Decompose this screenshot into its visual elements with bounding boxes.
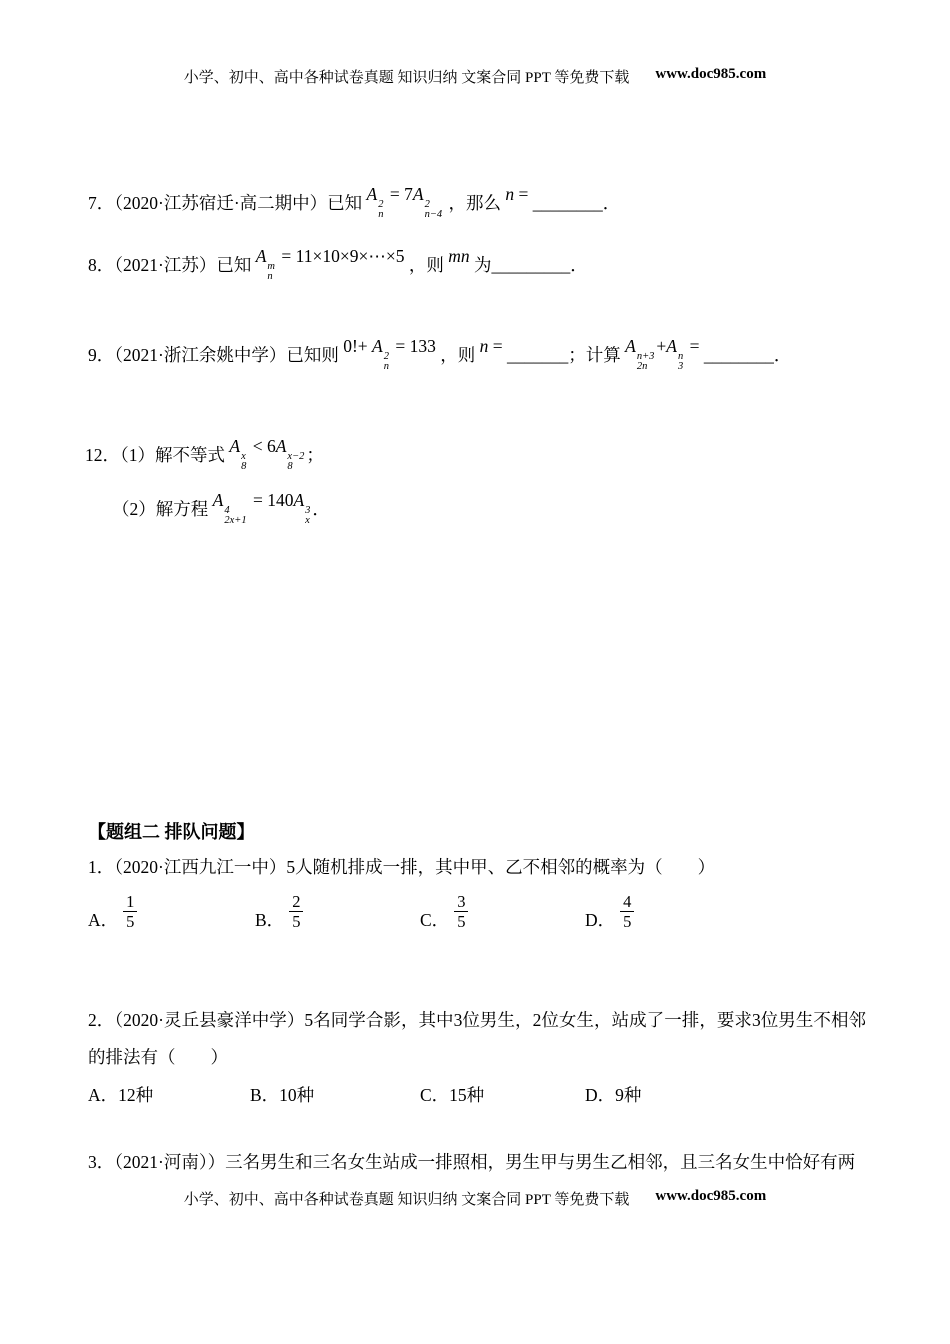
option-a: A．12种 (88, 1085, 154, 1105)
g2-question-2: 2．（2020·灵丘县豪洋中学）5名同学合影，其中3位男生，2位女生，站成了一排，要求3位男生不相邻的排法有（ ） (88, 1010, 866, 1067)
question-12-text: ； (306, 445, 324, 465)
g2-question-1: 1．（2020·江西九江一中）5人随机排成一排，其中甲、乙不相邻的概率为（ ） (88, 857, 716, 877)
question-12-text: （2）解方程 (112, 499, 209, 519)
question-8 (88, 246, 588, 290)
fraction-numerator: 1 (126, 892, 135, 911)
question-8-text: ，则 (408, 255, 444, 275)
option-label: A． (88, 910, 119, 930)
fraction-denominator: 5 (620, 911, 634, 931)
question-7-text: 7．（2020·江苏宿迁·高二期中）已知 (88, 193, 363, 213)
question-8-text: ． (570, 255, 588, 275)
question-12-text: 12．（1）解不等式 (85, 445, 225, 465)
fraction (454, 892, 468, 931)
answer-blank: ________ (532, 193, 603, 213)
question-7-text: ，那么 (448, 193, 502, 213)
fraction-numerator: 3 (457, 892, 466, 911)
fraction-denominator: 5 (454, 911, 468, 931)
answer-blank: _________ (491, 255, 571, 275)
fraction (620, 892, 634, 931)
question-7-formula: A 2 n = 7A 2 n−4 (366, 184, 443, 220)
option-label: D． (585, 910, 616, 930)
answer-blank: _______ (506, 345, 569, 365)
question-7-text: ． (602, 193, 621, 213)
question-8-formula: A m n = 11×10×9×⋯×5 (255, 246, 405, 282)
question-7-n-equals: n = (505, 184, 529, 204)
question-12-text: ． (312, 499, 330, 519)
option-c (420, 892, 585, 931)
footer-slogan: 小学、初中、高中各种试卷真题 知识归纳 文案合同 PPT 等免费下载 (183, 1192, 630, 1208)
option-label: B． (255, 910, 285, 930)
footer-url: www.doc985.com (655, 1188, 767, 1204)
option-b (255, 892, 420, 931)
fraction-numerator: 4 (623, 892, 632, 911)
question-12-part-1 (85, 436, 324, 480)
question-9 (88, 336, 792, 380)
question-9-text: ，则 (440, 345, 476, 365)
question-12-part-2 (112, 490, 330, 534)
question-12-formula-1: A x 8 < 6A x−2 8 (229, 436, 305, 472)
fraction-denominator: 5 (289, 911, 303, 931)
g2-question-2-options (88, 1082, 641, 1107)
page-header (0, 66, 950, 87)
option-label: C． (420, 910, 450, 930)
option-c: C．15种 (420, 1085, 485, 1105)
fraction (289, 892, 303, 931)
question-9-n-equals: n = (479, 336, 503, 356)
fraction-denominator: 5 (123, 911, 137, 931)
question-9-text: ． (773, 345, 792, 365)
question-8-mn: mn (448, 246, 470, 266)
header-slogan: 小学、初中、高中各种试卷真题 知识归纳 文案合同 PPT 等免费下载 (183, 70, 630, 86)
question-9-formula-1: 0!+ A 2 n = 133 (343, 336, 436, 372)
question-9-formula-2: A n+3 2n +A n 3 = (625, 336, 700, 372)
answer-blank: ________ (703, 345, 774, 365)
header-url: www.doc985.com (655, 66, 767, 82)
question-7 (88, 184, 621, 228)
question-9-text: ；计算 (568, 345, 621, 365)
fraction (123, 892, 137, 931)
g2-question-1-options (88, 892, 634, 931)
g2-question-3: 3．（2021·河南））三名男生和三名女生站成一排照相，男生甲与男生乙相邻，且三名女生中恰好有两 (88, 1152, 856, 1172)
option-d (585, 892, 634, 931)
option-d: D．9种 (585, 1085, 642, 1105)
question-8-text: 为 (473, 255, 492, 275)
option-a (88, 892, 255, 931)
fraction-numerator: 2 (292, 892, 301, 911)
question-9-text: 9．（2021·浙江余姚中学）已知则 (88, 345, 339, 365)
section-title-group-2: 【题组二 排队问题】 (88, 822, 255, 842)
question-8-text: 8．（2021·江苏）已知 (88, 255, 252, 275)
option-b: B．10种 (250, 1085, 315, 1105)
page-footer (0, 1188, 950, 1209)
question-12-formula-2: A 4 2x+1 = 140A 3 x (212, 490, 311, 526)
